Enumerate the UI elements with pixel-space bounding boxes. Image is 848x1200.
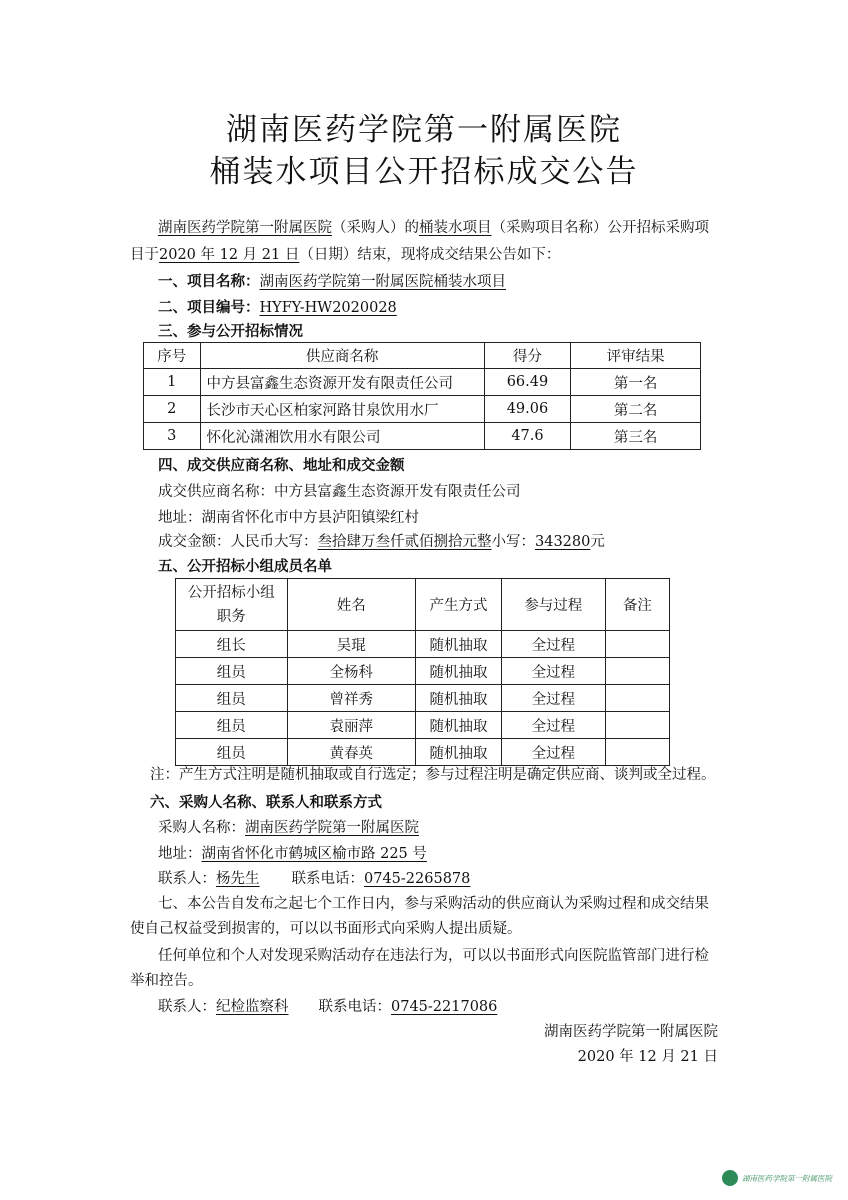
panel-table-header: [176, 579, 670, 631]
bid-table-header: [144, 343, 701, 369]
logo-text: 湖南医药学院第一附属医院: [742, 1173, 832, 1183]
cell: 全杨科: [287, 658, 415, 685]
cell: 组长: [176, 631, 288, 658]
title-line-1: 湖南医药学院第一附属医院: [226, 112, 622, 148]
cell: 随机抽取: [415, 685, 501, 712]
cell: 1: [144, 369, 201, 396]
amount-lower: 343280: [535, 534, 591, 550]
col-header: 评审结果: [571, 343, 701, 369]
cell: 2: [144, 396, 201, 423]
cell: [605, 658, 669, 685]
section-bid-heading: 三、参与公开招标情况: [158, 323, 303, 340]
cell: 随机抽取: [415, 631, 501, 658]
cell: 全过程: [501, 739, 605, 766]
cell: 3: [144, 423, 201, 450]
phone-value: 0745-2217086: [391, 999, 498, 1015]
signature-org: 湖南医药学院第一附属医院: [544, 1024, 718, 1040]
address-label: 地址：: [158, 846, 202, 862]
purchaser-value: 湖南医药学院第一附属医院: [245, 820, 419, 836]
cell: 袁丽萍: [287, 712, 415, 739]
project-name-value: 湖南医药学院第一附属医院桶装水项目: [259, 274, 506, 290]
col-header: 姓名: [287, 579, 415, 631]
cell: 全过程: [501, 658, 605, 685]
table-row: [176, 712, 670, 739]
phone-label: 联系电话：: [318, 999, 391, 1015]
table-row: [144, 396, 701, 423]
section-label: 二、项目编号：: [158, 299, 260, 316]
amount-unit: 元: [590, 534, 605, 550]
intro-project: 桶装水项目: [419, 220, 492, 236]
section-project-name: [158, 272, 506, 292]
col-header: 产生方式: [415, 579, 501, 631]
sec7-para2-line2: 举和控告。: [130, 973, 203, 989]
signature-date: 2020 年 12 月 21 日: [577, 1049, 718, 1065]
sec7-para1-line1: 七、本公告自发布之起七个工作日内，参与采购活动的供应商认为采购过程和成交结果: [158, 896, 709, 912]
cell: 曾祥秀: [287, 685, 415, 712]
intro-date: 2020 年 12 月 21 日: [159, 247, 300, 263]
intro-text-4: （日期）结束，现将成交结果公告如下：: [299, 247, 561, 263]
table-row: [176, 739, 670, 766]
col-header: 备注: [605, 579, 669, 631]
bid-table: [143, 342, 701, 450]
panel-note: 注：产生方式注明是随机抽取或自行选定；参与过程注明是确定供应商、谈判或全过程。: [150, 767, 716, 783]
purchaser-name: [158, 818, 419, 838]
cell: 组员: [176, 685, 288, 712]
cell: [605, 685, 669, 712]
cell: 随机抽取: [415, 658, 501, 685]
cell: 长沙市天心区柏家河路甘泉饮用水厂: [200, 396, 484, 423]
table-row: [144, 423, 701, 450]
project-number-value: HYFY-HW2020028: [259, 300, 397, 316]
col-header: 公开招标小组 职务: [176, 579, 288, 631]
cell: 组员: [176, 739, 288, 766]
winner-amount: [158, 532, 605, 552]
table-row: [176, 631, 670, 658]
purchaser-address: [158, 844, 427, 864]
intro-text-2: （采购项目名称）公开招标采购项: [491, 220, 709, 236]
cell: 随机抽取: [415, 712, 501, 739]
intro-line-2: [130, 245, 560, 265]
col-header: 得分: [484, 343, 571, 369]
cell: 怀化沁潇湘饮用水有限公司: [200, 423, 484, 450]
table-row: [176, 658, 670, 685]
section-panel-heading: 五、公开招标小组成员名单: [158, 558, 332, 575]
cell: 全过程: [501, 685, 605, 712]
contact-label: 联系人：: [158, 999, 216, 1015]
winner-address: 地址：湖南省怀化市中方县泸阳镇梁红村: [158, 510, 419, 526]
col-header: 序号: [144, 343, 201, 369]
col-header: 参与过程: [501, 579, 605, 631]
intro-text-1: （采购人）的: [332, 220, 419, 236]
cell: 66.49: [484, 369, 571, 396]
hospital-logo: [722, 1170, 832, 1186]
sec7-para1-line2: 使自己权益受到损害的，可以以书面形式向采购人提出质疑。: [130, 921, 522, 937]
winner-supplier: 成交供应商名称：中方县富鑫生态资源开发有限责任公司: [158, 484, 521, 500]
section-label: 一、项目名称：: [158, 273, 260, 290]
cell: [605, 631, 669, 658]
sec7-para2-line1: 任何单位和个人对发现采购活动存在违法行为，可以以书面形式向医院监管部门进行检: [158, 948, 709, 964]
panel-table: [175, 578, 670, 766]
table-row: [176, 685, 670, 712]
cell: 全过程: [501, 631, 605, 658]
phone-value: 0745-2265878: [364, 871, 471, 887]
cell: 47.6: [484, 423, 571, 450]
supervision-contact: [158, 997, 497, 1017]
cell: 吴琨: [287, 631, 415, 658]
purchaser-contact: [158, 869, 470, 889]
cell: 第二名: [571, 396, 701, 423]
cell: 黄春英: [287, 739, 415, 766]
intro-purchaser: 湖南医药学院第一附属医院: [158, 220, 332, 236]
cell: 全过程: [501, 712, 605, 739]
contact-label: 联系人：: [158, 871, 216, 887]
section-project-number: [158, 298, 397, 318]
section-contact-heading: 六、采购人名称、联系人和联系方式: [150, 794, 382, 811]
cell: 第一名: [571, 369, 701, 396]
contact-value: 杨先生: [216, 871, 260, 887]
amount-mid: 小写：: [491, 534, 535, 550]
cell: 第三名: [571, 423, 701, 450]
address-value: 湖南省怀化市鹤城区榆市路 225 号: [201, 846, 427, 862]
cell: 49.06: [484, 396, 571, 423]
amount-prefix: 成交金额：人民币大写：: [158, 534, 318, 550]
contact-value: 纪检监察科: [216, 999, 289, 1015]
cell: [605, 739, 669, 766]
table-row: [144, 369, 701, 396]
amount-upper: 叁拾肆万叁仟贰佰捌拾元整: [317, 534, 492, 550]
cell: [605, 712, 669, 739]
purchaser-label: 采购人名称：: [158, 820, 245, 836]
col-header: 供应商名称: [200, 343, 484, 369]
phone-label: 联系电话：: [291, 871, 364, 887]
intro-text-3: 目于: [130, 247, 159, 263]
cell: 组员: [176, 658, 288, 685]
intro-line-1: [158, 218, 709, 238]
cell: 组员: [176, 712, 288, 739]
cell: 中方县富鑫生态资源开发有限责任公司: [200, 369, 484, 396]
logo-mark-icon: [722, 1170, 738, 1186]
section-winner-heading: 四、成交供应商名称、地址和成交金额: [158, 457, 405, 474]
title-line-2: 桶装水项目公开招标成交公告: [209, 154, 639, 190]
cell: 随机抽取: [415, 739, 501, 766]
